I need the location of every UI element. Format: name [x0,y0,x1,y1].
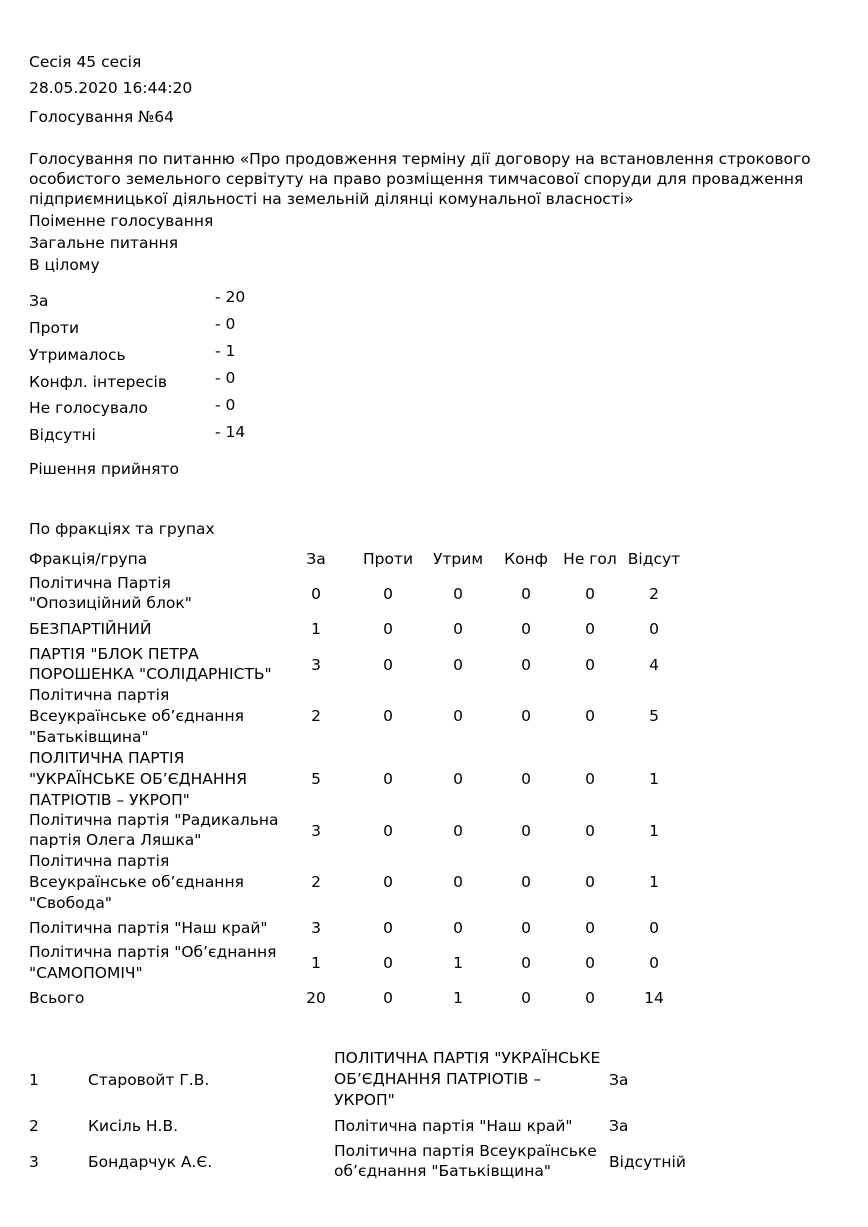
question-line-2: особистого земельного сервітуту на право розміщення тимчасової споруди для провадження [29,170,804,188]
table-cell: 0 [383,656,393,674]
table-cell: 0 [453,919,463,937]
column-header: Проти [362,550,414,568]
table-cell: 14 [644,989,664,1007]
table-cell: 3 [311,919,321,937]
faction-name: Політична партія "Наш край" [29,919,268,937]
table-cell: 0 [453,873,463,891]
table-cell: 1 [649,770,659,788]
deputy-name: Кисіль Н.В. [88,1117,179,1135]
table-cell: 0 [453,822,463,840]
table-cell: 0 [453,620,463,638]
table-cell: 0 [383,822,393,840]
table-cell: 0 [383,954,393,972]
table-cell: 0 [585,919,595,937]
table-cell: 0 [521,620,531,638]
totals-label: Відсутні [29,426,96,444]
table-cell: 0 [585,822,595,840]
table-cell: 0 [521,954,531,972]
deputy-number: 3 [29,1153,39,1171]
table-cell: 0 [453,770,463,788]
table-cell: 5 [311,770,321,788]
table-cell: 0 [383,620,393,638]
deputy-vote: За [609,1117,629,1135]
table-cell: 0 [585,770,595,788]
table-cell: 0 [585,707,595,725]
table-cell: 2 [649,585,659,603]
table-cell: 0 [521,919,531,937]
table-cell: 0 [521,656,531,674]
vote-scope: В цілому [29,256,100,274]
question-line-3: підприємницької діяльності на земельній ділянці комунальної власності» [29,190,634,208]
question-line-1: Голосування по питанню «Про продовження терміну дії договору на встановлення строкового [29,150,811,168]
totals-value: - 1 [215,342,236,360]
table-cell: 0 [453,656,463,674]
totals-label: Утрималось [29,346,126,364]
table-cell: 1 [649,873,659,891]
table-cell: 0 [521,770,531,788]
totals-label: Конфл. інтересів [29,373,167,391]
decision-status: Рішення прийнято [29,460,179,478]
table-cell: 3 [311,656,321,674]
totals-label: За [29,292,49,310]
table-cell: 1 [453,954,463,972]
table-cell: 0 [585,585,595,603]
faction-name: Політична партія [29,852,170,870]
deputy-name: Бондарчук А.Є. [88,1153,213,1171]
totals-value: - 0 [215,369,236,387]
faction-name: "УКРАЇНСЬКЕ ОБ’ЄДНАННЯ [29,770,247,788]
faction-name: Всього [29,989,85,1007]
faction-name: ПОЛІТИЧНА ПАРТІЯ [29,749,185,767]
faction-name: БЕЗПАРТІЙНИЙ [29,620,152,638]
totals-value: - 14 [215,423,246,441]
factions-heading: По фракціях та групах [29,520,215,538]
deputy-number: 1 [29,1071,39,1089]
deputy-party: УКРОП" [334,1091,395,1109]
deputy-vote: Відсутній [609,1153,686,1171]
vote-type: Поіменне голосування [29,212,214,230]
table-cell: 0 [585,620,595,638]
faction-name: Всеукраїнське об’єднання [29,873,244,891]
table-cell: 3 [311,822,321,840]
faction-name: Політична партія "Радикальна [29,811,279,829]
table-cell: 0 [649,919,659,937]
table-cell: 0 [649,620,659,638]
deputy-party: ОБ’ЄДНАННЯ ПАТРІОТІВ – [334,1070,542,1088]
deputy-party: об’єднання "Батьківщина" [334,1162,552,1180]
faction-name: партія Олега Ляшка" [29,831,202,849]
table-cell: 2 [311,707,321,725]
vote-number: Голосування №64 [29,108,175,126]
faction-name: Політична Партія [29,574,171,592]
faction-name: Всеукраїнське об’єднання [29,707,244,725]
session-title: Сесія 45 сесія [29,53,142,71]
column-header: Відсут [627,550,681,568]
table-cell: 1 [311,954,321,972]
deputy-party: Політична партія "Наш край" [334,1117,573,1135]
deputy-name: Старовойт Г.В. [88,1071,210,1089]
faction-name: ПОРОШЕНКА "СОЛІДАРНІСТЬ" [29,665,272,683]
table-cell: 1 [453,989,463,1007]
table-cell: 4 [649,656,659,674]
totals-label: Проти [29,319,80,337]
table-cell: 2 [311,873,321,891]
table-cell: 1 [311,620,321,638]
table-cell: 0 [585,954,595,972]
table-cell: 0 [585,989,595,1007]
faction-name: Політична партія "Об’єднання [29,943,277,961]
deputy-vote: За [609,1071,629,1089]
table-cell: 0 [383,585,393,603]
table-cell: 0 [585,656,595,674]
table-cell: 0 [383,989,393,1007]
table-cell: 0 [521,822,531,840]
table-cell: 0 [521,585,531,603]
table-cell: 0 [453,585,463,603]
column-header: Утрим [432,550,484,568]
column-header: Конф [504,550,548,568]
totals-value: - 0 [215,396,236,414]
question-category: Загальне питання [29,234,179,252]
table-cell: 0 [649,954,659,972]
totals-label: Не голосувало [29,399,148,417]
faction-name: "Свобода" [29,894,112,912]
table-cell: 0 [521,707,531,725]
table-cell: 0 [383,873,393,891]
totals-value: - 0 [215,315,236,333]
deputy-number: 2 [29,1117,39,1135]
totals-value: - 20 [215,288,246,306]
table-cell: 0 [311,585,321,603]
table-cell: 0 [453,707,463,725]
table-cell: 0 [521,873,531,891]
faction-name: "Опозиційний блок" [29,594,192,612]
table-cell: 0 [383,919,393,937]
faction-name: ПАРТІЯ "БЛОК ПЕТРА [29,645,199,663]
deputy-party: ПОЛІТИЧНА ПАРТІЯ "УКРАЇНСЬКЕ [334,1049,601,1067]
column-header: За [306,550,326,568]
deputy-party: Політична партія Всеукраїнське [334,1142,597,1160]
faction-name: "Батьківщина" [29,728,149,746]
faction-name: "САМОПОМІЧ" [29,964,143,982]
table-cell: 0 [383,707,393,725]
table-cell: 0 [383,770,393,788]
column-header: Фракція/група [29,550,148,568]
faction-name: Політична партія [29,686,170,704]
table-cell: 0 [585,873,595,891]
column-header: Не гол [563,550,617,568]
table-cell: 1 [649,822,659,840]
faction-name: ПАТРІОТІВ – УКРОП" [29,791,190,809]
table-cell: 20 [306,989,326,1007]
vote-datetime: 28.05.2020 16:44:20 [29,79,193,97]
table-cell: 0 [521,989,531,1007]
table-cell: 5 [649,707,659,725]
